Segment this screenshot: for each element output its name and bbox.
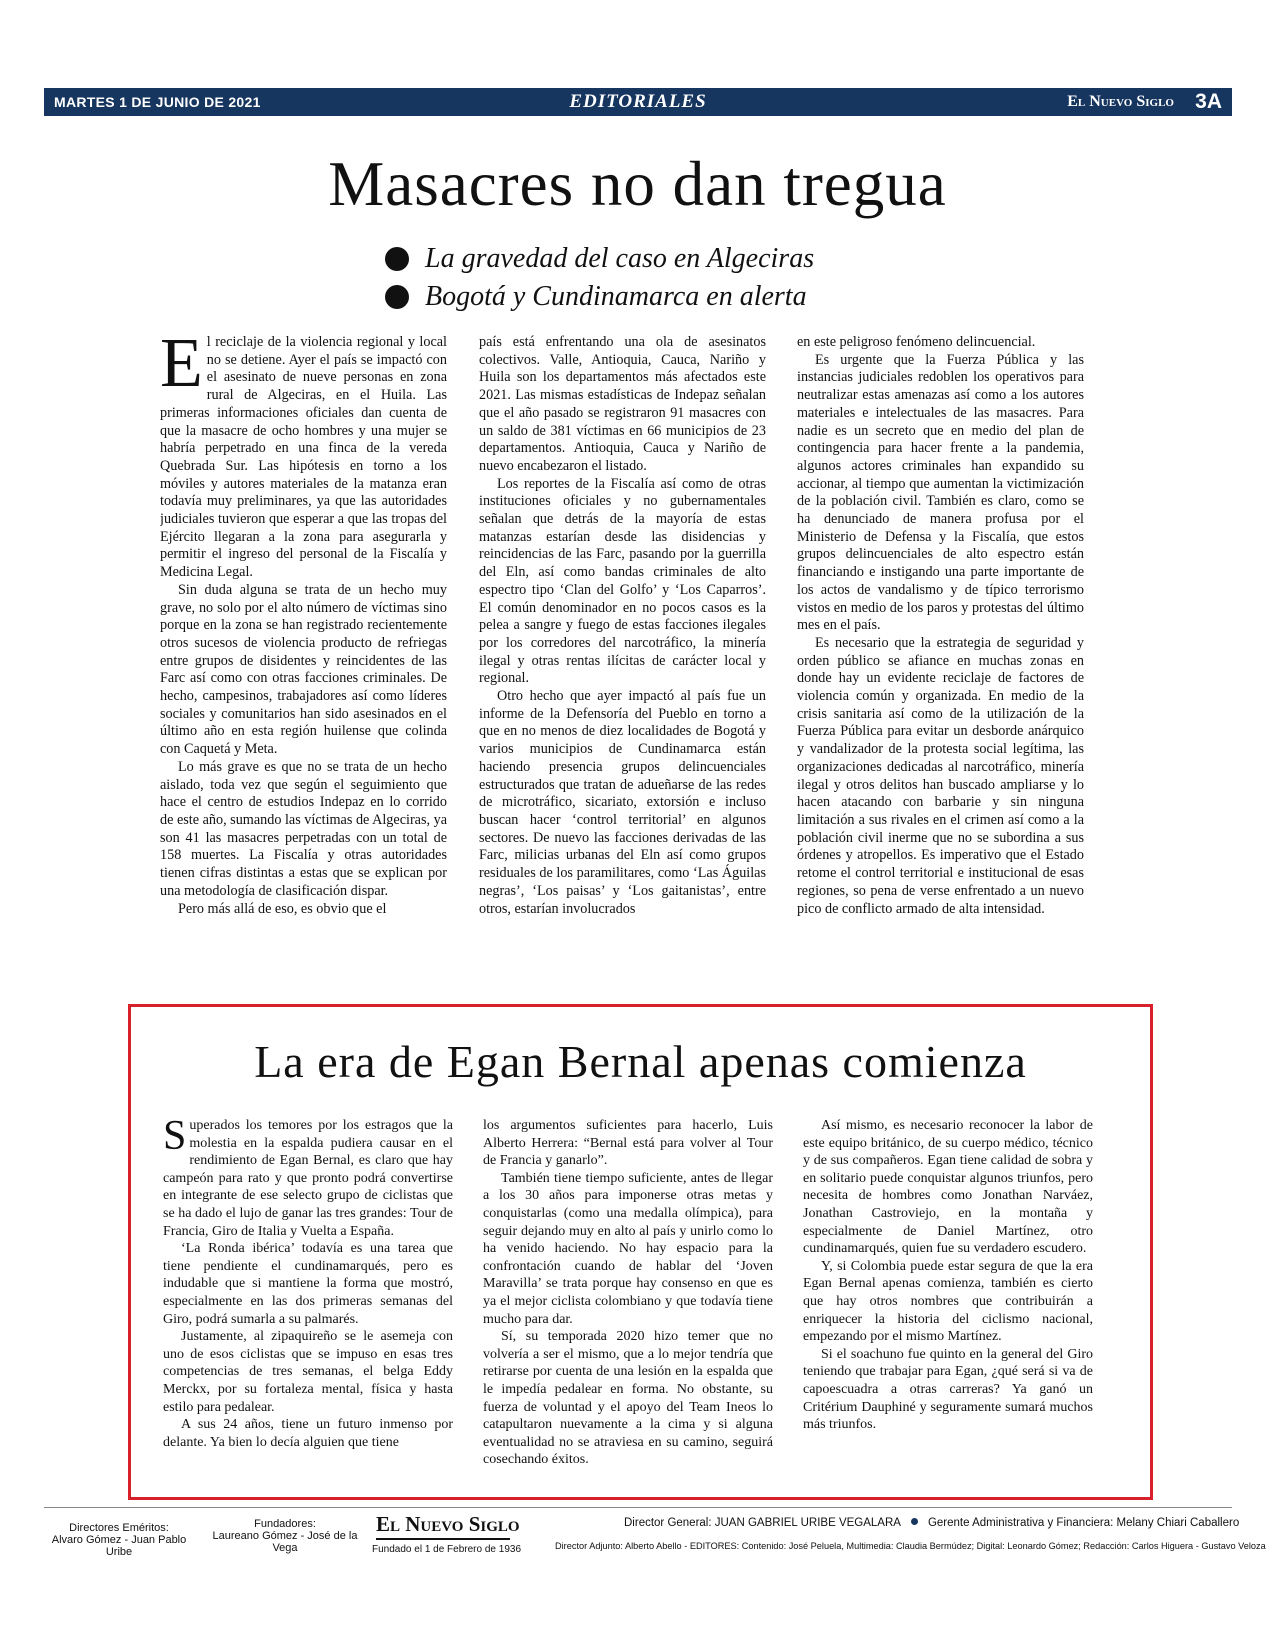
editorial-2-box (128, 1004, 1153, 1500)
paragraph: Sí, su temporada 2020 hizo temer que no volvería a ser el mismo, que a lo mejor tendría que retirarse por cuenta de una lesión en la espalda que le impedía pedalear en forma. No obstante, su fuerza de voluntad y el apoyo del Team Ineos lo catapultaron nuevamente a la cima y si alguna eventualidad no se atraviesa en su camino, seguirá cosechando éxitos. (483, 1329, 773, 1468)
paragraph: Y, si Colombia puede estar segura de que la era Egan Bernal apenas comienza, también es cierto que hay otros nombres que contribuirán a enriquecer la historia del ciclismo nacional, empezando por el mismo Martínez. (803, 1258, 1093, 1345)
subhead-2 (385, 278, 814, 316)
editorial-1-column-1 (160, 334, 447, 1000)
drop-cap: E (160, 334, 203, 402)
footer-brand-underline (376, 1538, 510, 1540)
paragraph: Superados los temores por los estragos que la molestia en la espalda pudiera causar en el rendimiento de Egan Bernal, es claro que hay campeón para rato y que pronto podrá convertirse en integrante de ese selecto grupo de ciclistas que se ha dado el lujo de ganar las tres grandes: Tour de Francia, Giro de Italia y Vuelta a España. (163, 1117, 453, 1239)
editorial-2-column-1 (163, 1117, 453, 1489)
footer-directores (44, 1522, 194, 1558)
fundadores-label: Fundadores: (254, 1518, 316, 1530)
paragraph: Si el soachuno fue quinto en la general del Giro teniendo que trabajar para Egan, ¿qué será si va de capoescuadra a otras carreras? Ya ganó un Critérium Dauphiné y seguramente sumará muchos más triunfos. (803, 1346, 1093, 1433)
footer-staff (624, 1517, 1239, 1529)
issue-date: MARTES 1 DE JUNIO DE 2021 (54, 94, 261, 110)
paragraph: Es necesario que la estrategia de seguridad y orden público se afiance en muchas zonas en donde hay un evidente reciclaje de factores de violencia común y organizada. En medio de la crisis sanitaria así como de la utilización de la Fuerza Pública para evitar un desborde anárquico y vandalizador de la protesta social legítima, las organizaciones dedicadas al narcotráfico, minería ilegal y otros delitos han buscado ampliarse y lo hacen atacando con barbarie y sin ninguna limitación a sus rivales en el crimen así como a la población civil inerme que no se subordina a sus órdenes y atropellos. Es imperativo que el Estado retome el control territorial e institucional de esas regiones, so pena de verse enfrentado a un nuevo pico de conflicto armado de alta intensidad. (797, 634, 1084, 917)
paragraph: También tiene tiempo suficiente, antes de llegar a los 30 años para imponerse otras metas y conquistarlas (como una medalla olímpica), para seguir dejando muy en alto al país y unirlo como lo ha venido haciendo. No hay espacio para la confrontación cuando de hablar del ‘Joven Maravilla’ se trata porque hay consenso en que es ya el mejor ciclista colombiano y que todavía tiene mucho para dar. (483, 1170, 773, 1327)
paragraph: A sus 24 años, tiene un futuro inmenso por delante. Ya bien lo decía alguien que tiene (163, 1417, 453, 1450)
footer-credits: Director Adjunto: Alberto Abello - EDITORES: Contenido: José Peluela, Multimedia: Claudia Bermúdez; Digital: Leonardo Gómez; Redacción: Carlos Higuera - Gustavo Veloza (555, 1541, 1266, 1551)
paragraph: Pero más allá de eso, es obvio que el (178, 900, 387, 917)
founded-date: Fundado el 1 de Febrero de 1936 (372, 1544, 521, 1555)
directores-names: Alvaro Gómez - Juan Pablo Uribe (51, 1534, 187, 1558)
directores-label: Directores Eméritos: (69, 1522, 169, 1534)
footer-divider (44, 1507, 1232, 1508)
editorial-1-subheads (385, 240, 814, 316)
paragraph: Lo más grave es que no se trata de un hecho aislado, toda vez que según el seguimiento que hace el centro de estudios Indepaz en lo corrido de este año, sumando las víctimas de Algeciras, ya son 41 las masacres perpetradas con un total de 158 muertes. La Fiscalía y otras autoridades tienen cifras distintas a estas que se explican por una metodología de clasificación dispar. (160, 758, 447, 899)
editorial-1-column-3 (797, 334, 1084, 1000)
bullet-icon (385, 247, 409, 271)
paragraph: ‘La Ronda ibérica’ todavía es una tarea que tiene pendiente el cundinamarqués, pero es indudable que si mantiene la forma que mostró, especialmente en las dos primeras semanas del Giro, podrá sumarla a su palmarés. (163, 1241, 453, 1327)
fundadores-names: Laureano Gómez - José de la Vega (212, 1530, 358, 1554)
section-title: EDITORIALES (569, 91, 707, 112)
paragraph: Otro hecho que ayer impactó al país fue un informe de la Defensoría del Pueblo en torno a que en no menos de diez localidades de Bogotá y varios municipios de Cundinamarca están haciendo presencia grupos delincuenciales estructurados que tratan de adueñarse de las redes de microtráfico, sicariato, extorsión e incluso buscan hacer ‘control territorial’ en algunos sectores. De nuevo las facciones derivadas de las Farc, milicias urbanas del Eln así como grupos residuales de los paramilitares, como ‘Las Águilas negras’, ‘Los paisas’ y ‘Los gaitanistas’, entre otros, estarían involucrados (479, 688, 766, 917)
footer-brand: El Nuevo Siglo (376, 1512, 520, 1536)
paragraph: El reciclaje de la violencia regional y local no se detiene. Ayer el país se impactó con el asesinato de nueve personas en zona rural de Algeciras, en el Huila. Las primeras informaciones oficiales dan cuenta de que la masacre de ocho hombres y una mujer se habría perpetrado en una finca de la vereda Quebrada Sur. Las hipótesis en torno a los móviles y autores materiales de la matanza eran todavía muy preliminares, ya que las autoridades judiciales tuvieron que esperar a que las tropas del Ejército llegaran a la zona para asegurarla y permitir el ingreso del personal de la Fiscalía y Medicina Legal. (160, 334, 447, 581)
director-general: Director General: JUAN GABRIEL URIBE VEGALARA (624, 1517, 901, 1529)
paragraph: Sin duda alguna se trata de un hecho muy grave, no solo por el alto número de víctimas sino porque en la zona se han registrado recientemente otros sucesos de violencia producto de refriegas entre grupos de disidentes y reincidentes de las Farc así como con otras facciones criminales. De hecho, campesinos, trabajadores así como líderes sociales y comunitarios han sido asesinados en el último año en esta región huilense que colinda con Caquetá y Meta. (160, 581, 447, 758)
editorial-1-title: Masacres no dan tregua (328, 149, 947, 219)
subhead-1-text: La gravedad del caso en Algeciras (425, 243, 815, 274)
bullet-icon (385, 285, 409, 309)
editorial-2-title: La era de Egan Bernal apenas comienza (254, 1036, 1027, 1087)
subhead-1 (385, 240, 814, 278)
subhead-2-text: Bogotá y Cundinamarca en alerta (425, 281, 807, 312)
paragraph: Justamente, al zipaquireño se le asemeja con uno de esos ciclistas que se impuso en esas tres competencias de tres semanas, el belga Eddy Merckx, por su fortaleza mental, física y hasta estilo para pedalear. (163, 1329, 453, 1415)
gerente: Gerente Administrativa y Financiera: Melany Chiari Caballero (927, 1517, 1240, 1529)
page-number: 3A (1195, 90, 1222, 113)
header-bar (44, 88, 1232, 116)
editorial-2-column-2 (483, 1117, 773, 1489)
footer-fundadores (210, 1518, 360, 1554)
paragraph: los argumentos suficientes para hacerlo, Luis Alberto Herrera: “Bernal está para volver al Tour de Francia y ganarlo”. (483, 1118, 773, 1169)
paragraph: Los reportes de la Fiscalía así como de otras instituciones oficiales y no gubernamentales señalan que detrás de la mayoría de estas matanzas estarían desde las disidencias y reincidencias de las Farc, pasando por la guerrilla del Eln, así como bandas criminales de alto espectro tipo ‘Clan del Golfo’ y ‘Los Caparros’. El común denominador en no pocos casos es la pelea a sangre y fuego de estas facciones ilegales por los corredores del narcotráfico, la minería ilegal y otras rentas ilícitas de carácter local y regional. (479, 475, 766, 687)
paragraph: país está enfrentando una ola de asesinatos colectivos. Valle, Antioquia, Cauca, Nariño y Huila son los departamentos más afectados este 2021. Las mismas estadísticas de Indepaz señalan que el año pasado se registraron 91 masacres con un saldo de 381 víctimas en 66 municipios de 23 departamentos. Antioquia, Cauca y Nariño de nuevo encabezaron el listado. (479, 334, 766, 474)
drop-cap: S (163, 1117, 187, 1159)
editorial-2-column-3 (803, 1117, 1093, 1489)
editorial-1-column-2 (479, 334, 766, 1000)
paragraph: en este peligroso fenómeno delincuencial. (797, 334, 1036, 350)
newspaper-brand: El Nuevo Siglo (1067, 93, 1174, 110)
paragraph: Así mismo, es necesario reconocer la labor de este equipo británico, de su cuerpo médico, técnico y de sus compañeros. Egan tiene calidad de sobra y en solitario puede conquistar algunos triunfos, pero necesita de hombres como Jonathan Narváez, Jonathan Castroviejo, en la montaña y especialmente de Daniel Martínez, otro cundinamarqués, quien fue su verdadero escudero. (803, 1118, 1093, 1257)
separator-dot-icon (911, 1518, 918, 1525)
paragraph: Es urgente que la Fuerza Pública y las instancias judiciales redoblen los operativos para neutralizar estas amenazas así como a los autores materiales e intelectuales de las masacres. Para nadie es un secreto que en medio del plan de contingencia para hacer frente a la pandemia, algunos actores criminales han expandido su accionar, al tiempo que aumentan la victimización de la población civil. También es claro, como se ha denunciado de manera profusa por el Ministerio de Defensa y la Fiscalía, que estos grupos delincuenciales de alto espectro están financiando e instigando una parte importante de los actos de vandalismo y de típico terrorismo vistos en medio de los paros y protestas del último mes en el país. (797, 351, 1084, 634)
